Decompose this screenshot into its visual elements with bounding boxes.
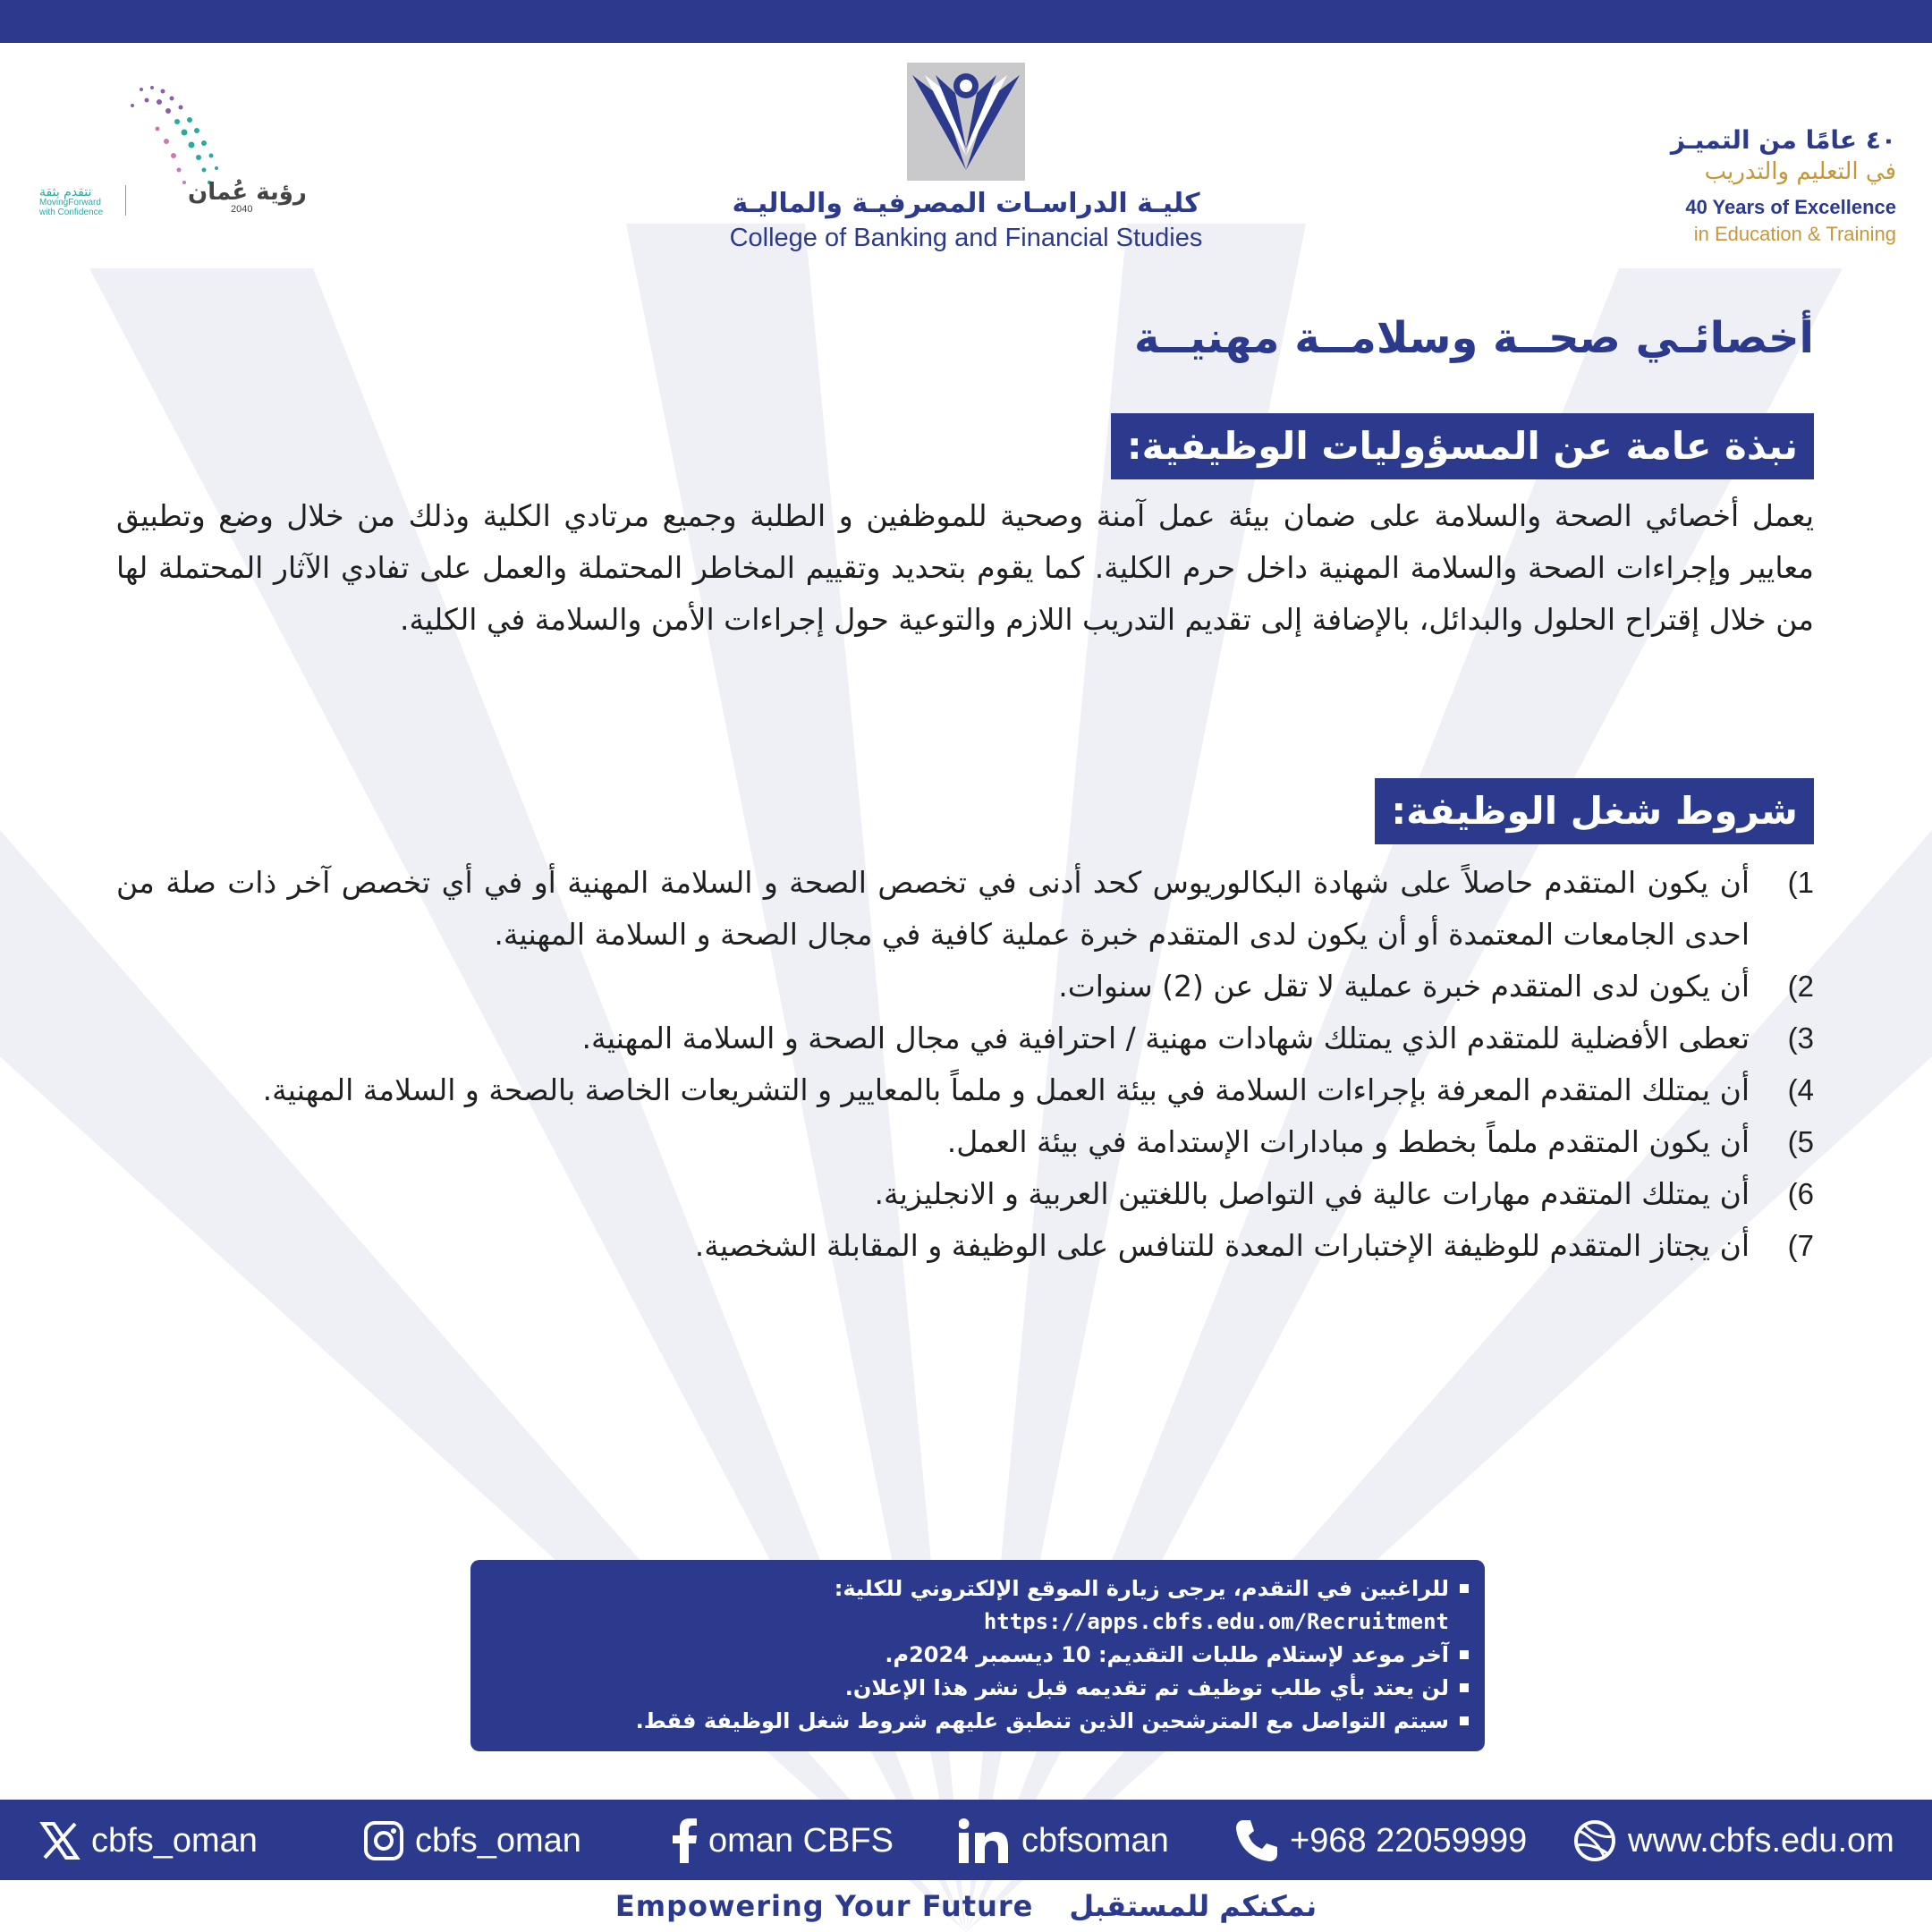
instagram-handle: cbfs_oman: [415, 1821, 581, 1860]
college-name-ar: كليـة الدراسـات المصرفيـة والماليـة: [732, 188, 1200, 219]
social-instagram[interactable]: [363, 1816, 581, 1866]
item-number: 6): [1787, 1177, 1814, 1210]
item-text: أن يجتاز المتقدم للوظيفة الإختبارات المعدة للتنافس على الوظيفة و المقابلة الشخصية.: [694, 1228, 1750, 1263]
linkedin-handle: cbfsoman: [1021, 1821, 1169, 1860]
phone-number: +968 22059999: [1290, 1821, 1528, 1860]
list-item: [116, 961, 1814, 1013]
item-number: 5): [1787, 1125, 1814, 1158]
social-website[interactable]: [1572, 1816, 1894, 1866]
notice-contact-text: سيتم التواصل مع المترشحين الذين تنطبق عليهم شروط شغل الوظيفة فقط.: [635, 1708, 1449, 1733]
website-url: www.cbfs.edu.om: [1628, 1821, 1894, 1860]
social-facebook[interactable]: [673, 1816, 894, 1866]
anniversary-ar-line2: في التعليم والتدريب: [1704, 158, 1896, 185]
notice-deadline-text: آخر موعد لإستلام طلبات التقديم: 10 ديسمبر 2024م.: [885, 1642, 1449, 1667]
bullet-icon: [1460, 1584, 1469, 1593]
social-x[interactable]: [39, 1816, 258, 1866]
anniversary-en-line1: 40 Years of Excellence: [1685, 196, 1896, 218]
notice-line: [487, 1639, 1469, 1672]
vision-tagline-ar: نتقدم بثقة: [39, 185, 92, 199]
item-text: أن يكون المتقدم حاصلاً على شهادة البكالوريوس كحد أدنى في تخصص الصحة و السلامة المهنية أو في أي تخصص آخر ذات صلة من احدى الجامعات المعتمدة أو أن يكون لدى المتقدم خبرة عملية كافية في مجال الصحة و السلامة المهنية.: [116, 865, 1750, 952]
college-name-en: College of Banking and Financial Studies: [729, 224, 1203, 252]
instagram-icon: [363, 1820, 404, 1861]
recruitment-link[interactable]: https://apps.cbfs.edu.om/Recruitment: [983, 1609, 1449, 1634]
vision-year: 2040: [231, 204, 253, 215]
requirements-heading: شروط شغل الوظيفة:: [1375, 778, 1814, 844]
application-notice: [470, 1560, 1485, 1751]
notice-line: [487, 1572, 1469, 1606]
requirements-list: [116, 857, 1814, 1272]
list-item: [116, 1116, 1814, 1168]
bullet-icon: [1460, 1683, 1469, 1692]
item-number: 7): [1787, 1229, 1814, 1262]
item-text: أن يمتلك المتقدم مهارات عالية في التواصل باللغتين العربية و الانجليزية.: [874, 1176, 1750, 1211]
x-handle: cbfs_oman: [91, 1821, 258, 1860]
x-icon: [39, 1820, 80, 1861]
tagline-en: Empowering Your Future: [614, 1889, 1034, 1923]
item-number: 2): [1787, 970, 1814, 1003]
vision-2040-label: رؤية عُمان: [188, 179, 307, 206]
phone-icon: [1234, 1818, 1279, 1863]
item-number: 3): [1787, 1021, 1814, 1055]
anniversary-badge: [1628, 125, 1896, 246]
item-number: 1): [1787, 866, 1814, 899]
college-logo: [907, 63, 1025, 181]
list-item: [116, 1013, 1814, 1064]
bullet-icon: [1460, 1650, 1469, 1659]
anniversary-en-line2: in Education & Training: [1693, 223, 1896, 245]
notice-line: [487, 1705, 1469, 1738]
social-linkedin[interactable]: [959, 1816, 1169, 1866]
item-number: 4): [1787, 1073, 1814, 1106]
item-text: تعطى الأفضلية للمتقدم الذي يمتلك شهادات مهنية / احترافية في مجال الصحة و السلامة المهنية.: [581, 1021, 1750, 1055]
list-item: [116, 1064, 1814, 1116]
job-title: أخصائـي صحــة وسلامــة مهنيــة: [1133, 313, 1814, 363]
overview-heading: نبذة عامة عن المسؤوليات الوظيفية:: [1111, 413, 1814, 479]
notice-prior-text: لن يعتد بأي طلب توظيف تم تقديمه قبل نشر هذا الإعلان.: [844, 1675, 1449, 1700]
facebook-handle: oman CBFS: [708, 1821, 894, 1860]
notice-line: [487, 1672, 1469, 1705]
bullet-icon: [1460, 1716, 1469, 1725]
item-text: أن يكون المتقدم ملماً بخطط و مبادارات الإستدامة في بيئة العمل.: [946, 1124, 1750, 1159]
notice-apply-text: للراغبين في التقدم، يرجى زيارة الموقع الإلكتروني للكلية:: [834, 1576, 1449, 1601]
notice-line: [487, 1606, 1469, 1639]
vision-divider: [125, 185, 126, 216]
list-item: [116, 857, 1814, 961]
tagline-ar: نمكنكم للمستقبل: [1069, 1889, 1318, 1923]
globe-icon: [1572, 1818, 1617, 1863]
item-text: أن يكون لدى المتقدم خبرة عملية لا تقل عن (2) سنوات.: [1058, 969, 1750, 1004]
anniversary-ar-line1: ٤٠ عامًا من التميـز: [1670, 125, 1896, 155]
linkedin-icon: [959, 1818, 1011, 1863]
item-text: أن يمتلك المتقدم المعرفة بإجراءات السلامة في بيئة العمل و ملماً بالمعايير و التشريعات الخاصة بالصحة و السلامة المهنية.: [262, 1072, 1750, 1107]
tagline: [0, 1880, 1932, 1932]
list-item: [116, 1168, 1814, 1220]
vision-tagline-en-2: with Confidence: [39, 208, 104, 217]
social-phone[interactable]: [1234, 1816, 1527, 1866]
overview-text: يعمل أخصائي الصحة والسلامة على ضمان بيئة عمل آمنة وصحية للموظفين و الطلبة وجميع مرتادي الكلية وذلك من خلال وضع وتطبيق معايير وإجراءات الصحة والسلامة المهنية داخل حرم الكلية. كما يقوم بتحديد وتقييم المخاطر المحتملة والعمل على تفادي الآثار المحتملة لها من خلال إقتراح الحلول والبدائل، بالإضافة إلى تقديم التدريب اللازم والتوعية حول إجراءات الأمن والسلامة في الكلية.: [116, 498, 1814, 637]
list-item: [116, 1220, 1814, 1272]
facebook-icon: [673, 1818, 698, 1863]
vision-tagline-en-1: MovingForward: [39, 198, 101, 208]
